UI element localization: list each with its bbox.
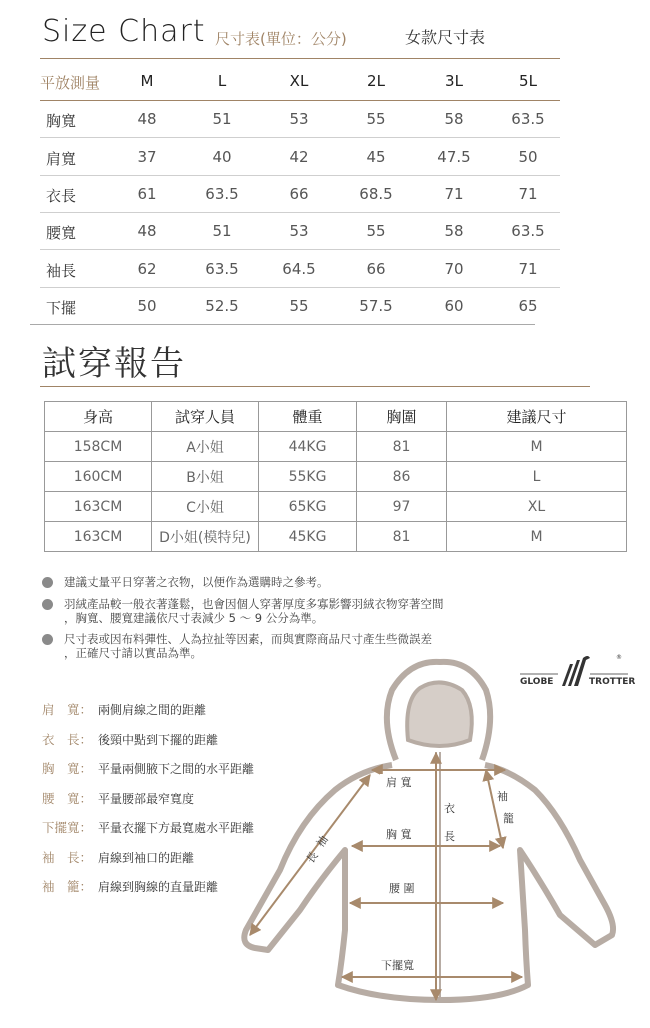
size-cell: 50 xyxy=(137,297,157,315)
definition-term: 袖 籠： xyxy=(42,879,93,894)
row-divider xyxy=(40,249,560,250)
size-cell: 71 xyxy=(444,185,464,203)
size-row-label: 胸寬 xyxy=(46,112,77,130)
length-label-top: 衣 xyxy=(444,802,455,815)
definition-term: 腰 寬： xyxy=(42,790,93,806)
report-cell: 163CM xyxy=(45,492,152,522)
report-cell: 44KG xyxy=(259,432,357,462)
report-cell: 158CM xyxy=(45,432,152,462)
size-header-rule xyxy=(40,100,560,101)
report-row xyxy=(45,522,627,552)
size-chart-category: 女款尺寸表 xyxy=(405,28,486,47)
size-cell: 53 xyxy=(289,110,309,128)
report-header-row xyxy=(45,402,627,432)
armhole-arrow xyxy=(486,770,503,848)
report-cell: B小姐 xyxy=(152,462,259,492)
note-text: 尺寸表或因布料彈性、人為拉扯等因素，而與實際商品尺寸產生些微誤差 xyxy=(64,632,432,646)
size-cell: 53 xyxy=(289,222,309,240)
report-cell: 97 xyxy=(357,492,447,522)
sleeve-label-1: 袖 xyxy=(313,833,331,850)
definition-desc: 兩側肩線之間的距離 xyxy=(98,703,207,717)
size-cell: 48 xyxy=(137,110,157,128)
report-row xyxy=(45,492,627,522)
report-header-cell: 建議尺寸 xyxy=(447,402,627,432)
definition-item xyxy=(42,759,254,777)
jacket-body-outline xyxy=(244,765,613,1000)
size-chart-subtitle: 尺寸表(單位：公分) xyxy=(215,30,347,48)
length-label-bottom: 長 xyxy=(444,830,455,843)
definition-item xyxy=(42,877,218,895)
size-cell: 62 xyxy=(137,260,157,278)
title-rule xyxy=(40,58,560,59)
bullet-icon xyxy=(42,577,53,588)
size-column-header: XL xyxy=(289,72,309,90)
definition-desc: 平量兩側腋下之間的水平距離 xyxy=(98,762,255,776)
size-cell: 40 xyxy=(212,148,232,166)
size-cell: 64.5 xyxy=(282,260,316,278)
size-cell: 47.5 xyxy=(437,148,471,166)
report-cell: 65KG xyxy=(259,492,357,522)
size-cell: 55 xyxy=(366,110,386,128)
size-cell: 60 xyxy=(444,297,464,315)
report-rule xyxy=(40,386,590,387)
definition-item xyxy=(42,789,194,807)
size-cell: 63.5 xyxy=(205,260,239,278)
size-column-header: 5L xyxy=(519,72,537,90)
report-cell: 160CM xyxy=(45,462,152,492)
size-cell: 52.5 xyxy=(205,297,239,315)
definition-item xyxy=(42,700,206,718)
jacket-measurement-diagram xyxy=(230,655,630,1025)
report-cell: 81 xyxy=(357,432,447,462)
size-cell: 63.5 xyxy=(205,185,239,203)
chest-label: 胸 寬 xyxy=(386,828,412,841)
size-cell: 51 xyxy=(212,222,232,240)
size-column-header: L xyxy=(217,72,227,90)
report-header-cell: 體重 xyxy=(259,402,357,432)
row-divider xyxy=(30,324,535,325)
size-cell: 61 xyxy=(137,185,157,203)
definition-term: 肩 寬： xyxy=(42,702,93,717)
definition-term: 胸 寬： xyxy=(42,761,93,776)
row-divider xyxy=(40,287,560,288)
report-cell: M xyxy=(447,522,627,552)
size-cell: 51 xyxy=(212,110,232,128)
report-cell: 55KG xyxy=(259,462,357,492)
report-cell: A小姐 xyxy=(152,432,259,462)
size-cell: 55 xyxy=(366,222,386,240)
bullet-icon xyxy=(42,599,53,610)
size-cell: 37 xyxy=(137,148,157,166)
logo-left-text: GLOBE xyxy=(520,677,554,687)
size-cell: 66 xyxy=(289,185,309,203)
size-column-header: M xyxy=(140,72,154,90)
definition-term: 下擺寬： xyxy=(42,820,93,835)
size-row-label: 下擺 xyxy=(46,299,77,317)
report-header-cell: 身高 xyxy=(45,402,152,432)
size-cell: 63.5 xyxy=(511,110,545,128)
size-row-label: 腰寬 xyxy=(46,224,77,242)
definition-desc: 平量腰部最窄寬度 xyxy=(98,791,195,806)
size-cell: 57.5 xyxy=(359,297,393,315)
report-cell: 45KG xyxy=(259,522,357,552)
definition-desc: 後頸中點到下擺的距離 xyxy=(98,732,219,747)
note-text: 建議丈量平日穿著之衣物，以便作為選購時之參考。 xyxy=(64,575,329,589)
size-cell: 50 xyxy=(518,148,538,166)
report-title: 試穿報告 xyxy=(42,344,186,384)
size-row-label: 袖長 xyxy=(46,262,77,280)
row-divider xyxy=(40,137,560,138)
definition-desc: 平量衣擺下方最寬處水平距離 xyxy=(98,821,255,835)
armhole-label-2: 籠 xyxy=(503,812,514,825)
size-cell: 48 xyxy=(137,222,157,240)
size-column-header: 2L xyxy=(367,72,385,90)
size-cell: 71 xyxy=(518,260,538,278)
size-cell: 66 xyxy=(366,260,386,278)
size-cell: 70 xyxy=(444,260,464,278)
logo-right-text: TROTTER xyxy=(589,677,636,687)
sleeve-label-2: 長 xyxy=(303,849,321,866)
shoulder-label: 肩 寬 xyxy=(386,776,412,789)
waist-label: 腰 圍 xyxy=(389,882,415,895)
size-cell: 55 xyxy=(289,297,309,315)
size-chart-title: Size Chart xyxy=(42,14,206,49)
report-cell: 163CM xyxy=(45,522,152,552)
size-cell: 42 xyxy=(289,148,309,166)
report-row xyxy=(45,432,627,462)
definition-desc: 肩線到袖口的距離 xyxy=(98,850,195,865)
size-row-label: 肩寬 xyxy=(46,150,77,168)
report-header-cell: 胸圍 xyxy=(357,402,447,432)
definition-item xyxy=(42,848,194,866)
report-header-cell: 試穿人員 xyxy=(152,402,259,432)
report-cell: 81 xyxy=(357,522,447,552)
size-cell: 58 xyxy=(444,222,464,240)
report-cell: C小姐 xyxy=(152,492,259,522)
definition-item xyxy=(42,818,254,836)
definition-term: 衣 長： xyxy=(42,731,93,747)
report-cell: L xyxy=(447,462,627,492)
armhole-label-1: 袖 xyxy=(497,790,508,803)
definition-term: 袖 長： xyxy=(42,849,93,865)
report-cell: M xyxy=(447,432,627,462)
size-row-label: 衣長 xyxy=(46,187,77,205)
registered-mark: ® xyxy=(616,654,622,661)
note-text: 羽絨產品較一般衣著蓬鬆，也會因個人穿著厚度多寡影響羽絨衣物穿著空間 xyxy=(64,597,444,611)
row-divider xyxy=(40,212,560,213)
size-cell: 65 xyxy=(518,297,538,315)
report-cell: D小姐(模特兒) xyxy=(152,522,259,552)
size-column-header: 3L xyxy=(445,72,463,90)
report-table xyxy=(44,401,627,552)
size-cell: 45 xyxy=(366,148,386,166)
jacket-hood-inner xyxy=(407,682,472,746)
bullet-icon xyxy=(42,634,53,645)
note-text: ，胸寬、腰寬建議依尺寸表減少 5 ～ 9 公分為準。 xyxy=(64,611,324,625)
report-cell: 86 xyxy=(357,462,447,492)
hem-label: 下擺寬 xyxy=(381,959,414,972)
size-cell: 68.5 xyxy=(359,185,393,203)
definition-item xyxy=(42,730,218,748)
report-cell: XL xyxy=(447,492,627,522)
definition-desc: 肩線到胸線的直量距離 xyxy=(98,880,219,894)
size-cell: 63.5 xyxy=(511,222,545,240)
size-cell: 71 xyxy=(518,185,538,203)
size-cell: 58 xyxy=(444,110,464,128)
report-row xyxy=(45,462,627,492)
size-header-label: 平放測量 xyxy=(40,74,101,92)
note-text: ，正確尺寸請以實品為準。 xyxy=(64,646,202,660)
row-divider xyxy=(40,175,560,176)
